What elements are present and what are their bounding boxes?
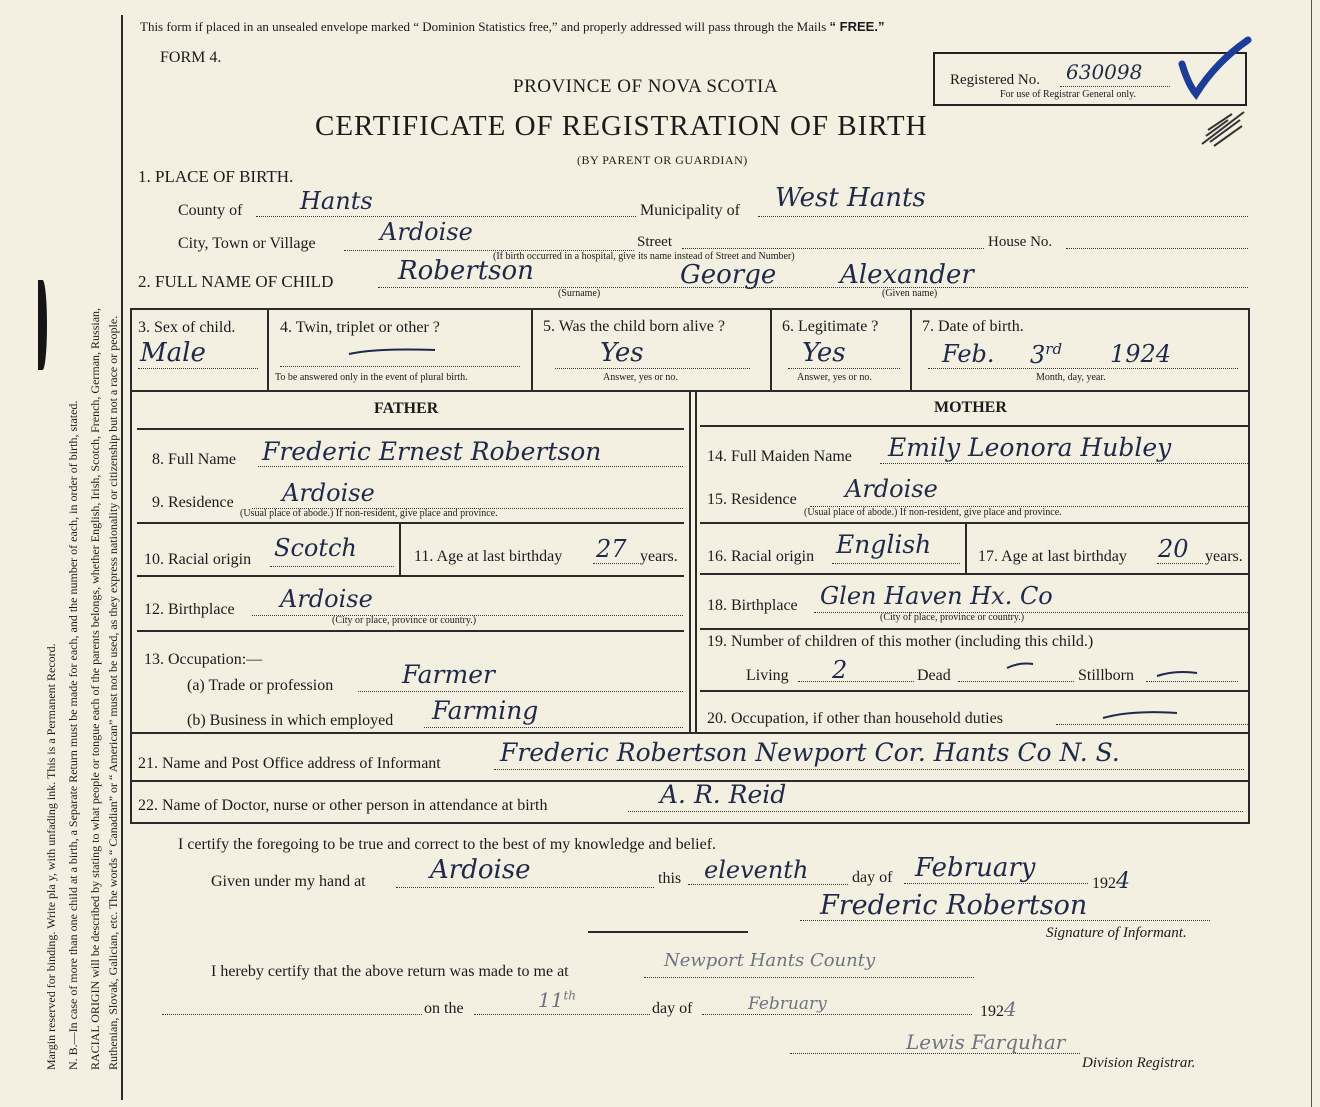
county-value: Hants: [300, 187, 373, 215]
father-heading: FATHER: [374, 400, 439, 417]
stillborn-dash-mark: [1155, 668, 1200, 680]
child-given-first: George: [680, 260, 777, 290]
postal-notice: [140, 19, 884, 35]
registrar-day-of-label: day of: [652, 1000, 693, 1017]
certification-statement: I certify the foregoing to be true and correct to the best of my knowledge and belief.: [178, 836, 717, 853]
mother-heading: MOTHER: [934, 399, 1007, 416]
margin-rule: [121, 15, 123, 1100]
father-age-years: years.: [640, 548, 678, 565]
margin-multiple-births-note: N. B.—In case of more than one child at a birth, a Separate Return must be made for each, and the number of each, in order of birth, stated.: [66, 400, 80, 1070]
mother-residence-label: 15. Residence: [707, 491, 797, 508]
registrar-signature: Lewis Farquhar: [906, 1030, 1066, 1054]
father-name-label: 8. Full Name: [152, 451, 236, 468]
province-heading: PROVINCE OF NOVA SCOTIA: [513, 76, 779, 97]
father-occupation-label: 13. Occupation:—: [144, 651, 263, 668]
father-birthplace-label: 12. Birthplace: [144, 601, 235, 618]
registered-no-value: 630098: [1066, 60, 1143, 84]
free-mark: “ FREE.”: [829, 19, 885, 34]
mother-age-value: 20: [1158, 535, 1189, 563]
mother-children-label: 19. Number of children of this mother (including this child.): [707, 633, 1094, 650]
dead-dash-mark: [1005, 660, 1035, 672]
informant-signature-caption: Signature of Informant.: [1046, 925, 1187, 941]
living-label: Living: [746, 667, 789, 684]
father-residence-label: 9. Residence: [152, 494, 234, 511]
child-name-label: 2. FULL NAME OF CHILD: [138, 272, 334, 291]
father-age-value: 27: [596, 535, 627, 563]
legitimate-label: 6. Legitimate ?: [782, 318, 879, 335]
this-label: this: [658, 870, 682, 887]
sex-label: 3. Sex of child.: [138, 319, 236, 336]
county-label: County of: [178, 202, 243, 219]
mother-birthplace-note: (City of place, province or country.): [880, 612, 1025, 623]
twin-note: To be answered only in the event of plural birth.: [275, 372, 468, 383]
registrar-day-suffix: th: [563, 988, 577, 1003]
margin-racial-origin-note-2: Ruthenian, Slovak, Galician, etc. The words “ Canadian” or “ American” must not be used, as they express nationality or citizenship but not a race or people.: [106, 315, 120, 1070]
dob-day-number: 3: [1030, 341, 1046, 369]
dead-label: Dead: [917, 667, 951, 684]
twin-label: 4. Twin, triplet or other ?: [280, 319, 440, 336]
day-of-label: day of: [852, 869, 893, 886]
mother-occupation-label: 20. Occupation, if other than household duties: [707, 710, 1003, 727]
given-place: Ardoise: [430, 855, 531, 885]
father-residence-value: Ardoise: [282, 479, 375, 507]
mother-age-years: years.: [1205, 548, 1243, 565]
street-label: Street: [637, 234, 672, 250]
born-alive-label: 5. Was the child born alive ?: [543, 318, 725, 335]
scribble-mark-icon: [1198, 106, 1248, 150]
informant-label: 21. Name and Post Office address of Informant: [138, 755, 441, 772]
mother-race-value: English: [836, 530, 932, 559]
dob-day: [1030, 340, 1062, 369]
form-number: FORM 4.: [160, 49, 222, 66]
father-residence-note: (Usual place of abode.) If non-resident, give place and province.: [240, 508, 498, 519]
mother-birthplace-label: 18. Birthplace: [707, 597, 798, 614]
mother-birthplace-value: Glen Haven Hx. Co: [820, 582, 1053, 610]
given-name-caption: (Given name): [882, 288, 938, 299]
mother-name-value: Emily Leonora Hubley: [888, 433, 1172, 462]
registrar-year-prefix: 192: [980, 1003, 1004, 1020]
registrar-statement: I hereby certify that the above return was made to me at: [211, 963, 569, 980]
margin-binding-note: Margin reserved for binding. Write pla y, with unfading ink. This is a Permanent Record.: [44, 643, 58, 1070]
registrar-month: February: [748, 994, 827, 1014]
place-of-birth-heading: 1. PLACE OF BIRTH.: [138, 167, 294, 186]
surname-caption: (Surname): [558, 288, 601, 299]
given-year-prefix: 192: [1092, 875, 1116, 892]
mother-age-label: 17. Age at last birthday: [978, 548, 1127, 565]
given-month: February: [915, 853, 1036, 883]
informant-value: Frederic Robertson Newport Cor. Hants Co N. S.: [500, 738, 1120, 767]
sex-value: Male: [140, 338, 206, 368]
registrar-year-digit: 4: [1004, 997, 1017, 1021]
registrar-on-the-label: on the: [424, 1000, 464, 1017]
informant-signature: Frederic Robertson: [820, 890, 1088, 921]
father-name-value: Frederic Ernest Robertson: [262, 437, 602, 466]
father-age-label: 11. Age at last birthday: [414, 548, 563, 565]
legitimate-value: Yes: [802, 338, 846, 368]
dob-day-suffix: rd: [1045, 340, 1063, 358]
living-value: 2: [832, 656, 848, 684]
postal-notice-text: This form if placed in an unsealed envelope marked “ Dominion Statistics free,” and properly addressed will pass through the Mails: [140, 19, 827, 34]
given-year: [1092, 869, 1130, 894]
mother-name-label: 14. Full Maiden Name: [707, 448, 852, 465]
registered-no-label: Registered No.: [950, 72, 1040, 88]
mother-residence-value: Ardoise: [845, 475, 938, 503]
father-business-label: (b) Business in which employed: [187, 712, 394, 729]
father-race-value: Scotch: [274, 534, 357, 562]
child-surname: Robertson: [398, 256, 534, 286]
dob-caption: Month, day, year.: [1036, 372, 1106, 383]
child-given-middle: Alexander: [840, 260, 974, 290]
father-birthplace-value: Ardoise: [280, 585, 373, 613]
doctor-label: 22. Name of Doctor, nurse or other person in attendance at birth: [138, 797, 548, 814]
doctor-value: A. R. Reid: [660, 780, 787, 809]
father-trade-value: Farmer: [402, 660, 495, 689]
registrar-use-note: For use of Registrar General only.: [1000, 89, 1136, 100]
municipality-label: Municipality of: [640, 202, 740, 219]
born-alive-caption: Answer, yes or no.: [603, 372, 678, 383]
father-birthplace-note: (City or place, province or country.): [332, 615, 477, 626]
registrar-day-number: 11: [538, 988, 564, 1012]
stillborn-label: Stillborn: [1078, 667, 1135, 684]
given-day: eleventh: [704, 856, 809, 884]
twin-dash-mark: [345, 342, 440, 362]
mother-occupation-dash-mark: [1100, 708, 1180, 722]
page-subtitle: (BY PARENT OR GUARDIAN): [577, 153, 748, 167]
registrar-year: [980, 997, 1017, 1021]
given-year-digit: 4: [1116, 869, 1130, 894]
house-no-label: House No.: [988, 234, 1053, 250]
margin-racial-origin-note: RACIAL ORIGIN will be described by stating to what people or tongue each of the parents belongs, whether English, Irish, Scotch, French, German, Russian,: [88, 307, 102, 1070]
municipality-value: West Hants: [775, 183, 926, 213]
registrar-place: Newport Hants County: [664, 950, 876, 971]
born-alive-value: Yes: [600, 338, 644, 368]
registrar-caption: Division Registrar.: [1082, 1055, 1196, 1071]
mother-residence-note: (Usual place of abode.) If non-resident, give place and province.: [804, 507, 1062, 518]
dob-label: 7. Date of birth.: [922, 318, 1024, 335]
legitimate-caption: Answer, yes or no.: [797, 372, 872, 383]
father-trade-label: (a) Trade or profession: [187, 677, 334, 694]
father-race-label: 10. Racial origin: [144, 551, 252, 568]
given-under-hand-label: Given under my hand at: [211, 873, 366, 890]
hospital-note: (If birth occurred in a hospital, give its name instead of Street and Number): [493, 251, 795, 262]
dob-year: 1924: [1110, 340, 1172, 368]
binding-punch-mark: [38, 280, 47, 370]
city-label: City, Town or Village: [178, 235, 316, 252]
city-value: Ardoise: [380, 218, 473, 246]
mother-race-label: 16. Racial origin: [707, 548, 815, 565]
dob-month: Feb.: [942, 340, 995, 368]
registrar-day: [538, 988, 576, 1012]
checkmark-icon: [1178, 34, 1253, 102]
father-business-value: Farming: [432, 696, 539, 725]
page-title: CERTIFICATE OF REGISTRATION OF BIRTH: [315, 110, 928, 142]
page-edge-rule: [1311, 0, 1312, 1107]
